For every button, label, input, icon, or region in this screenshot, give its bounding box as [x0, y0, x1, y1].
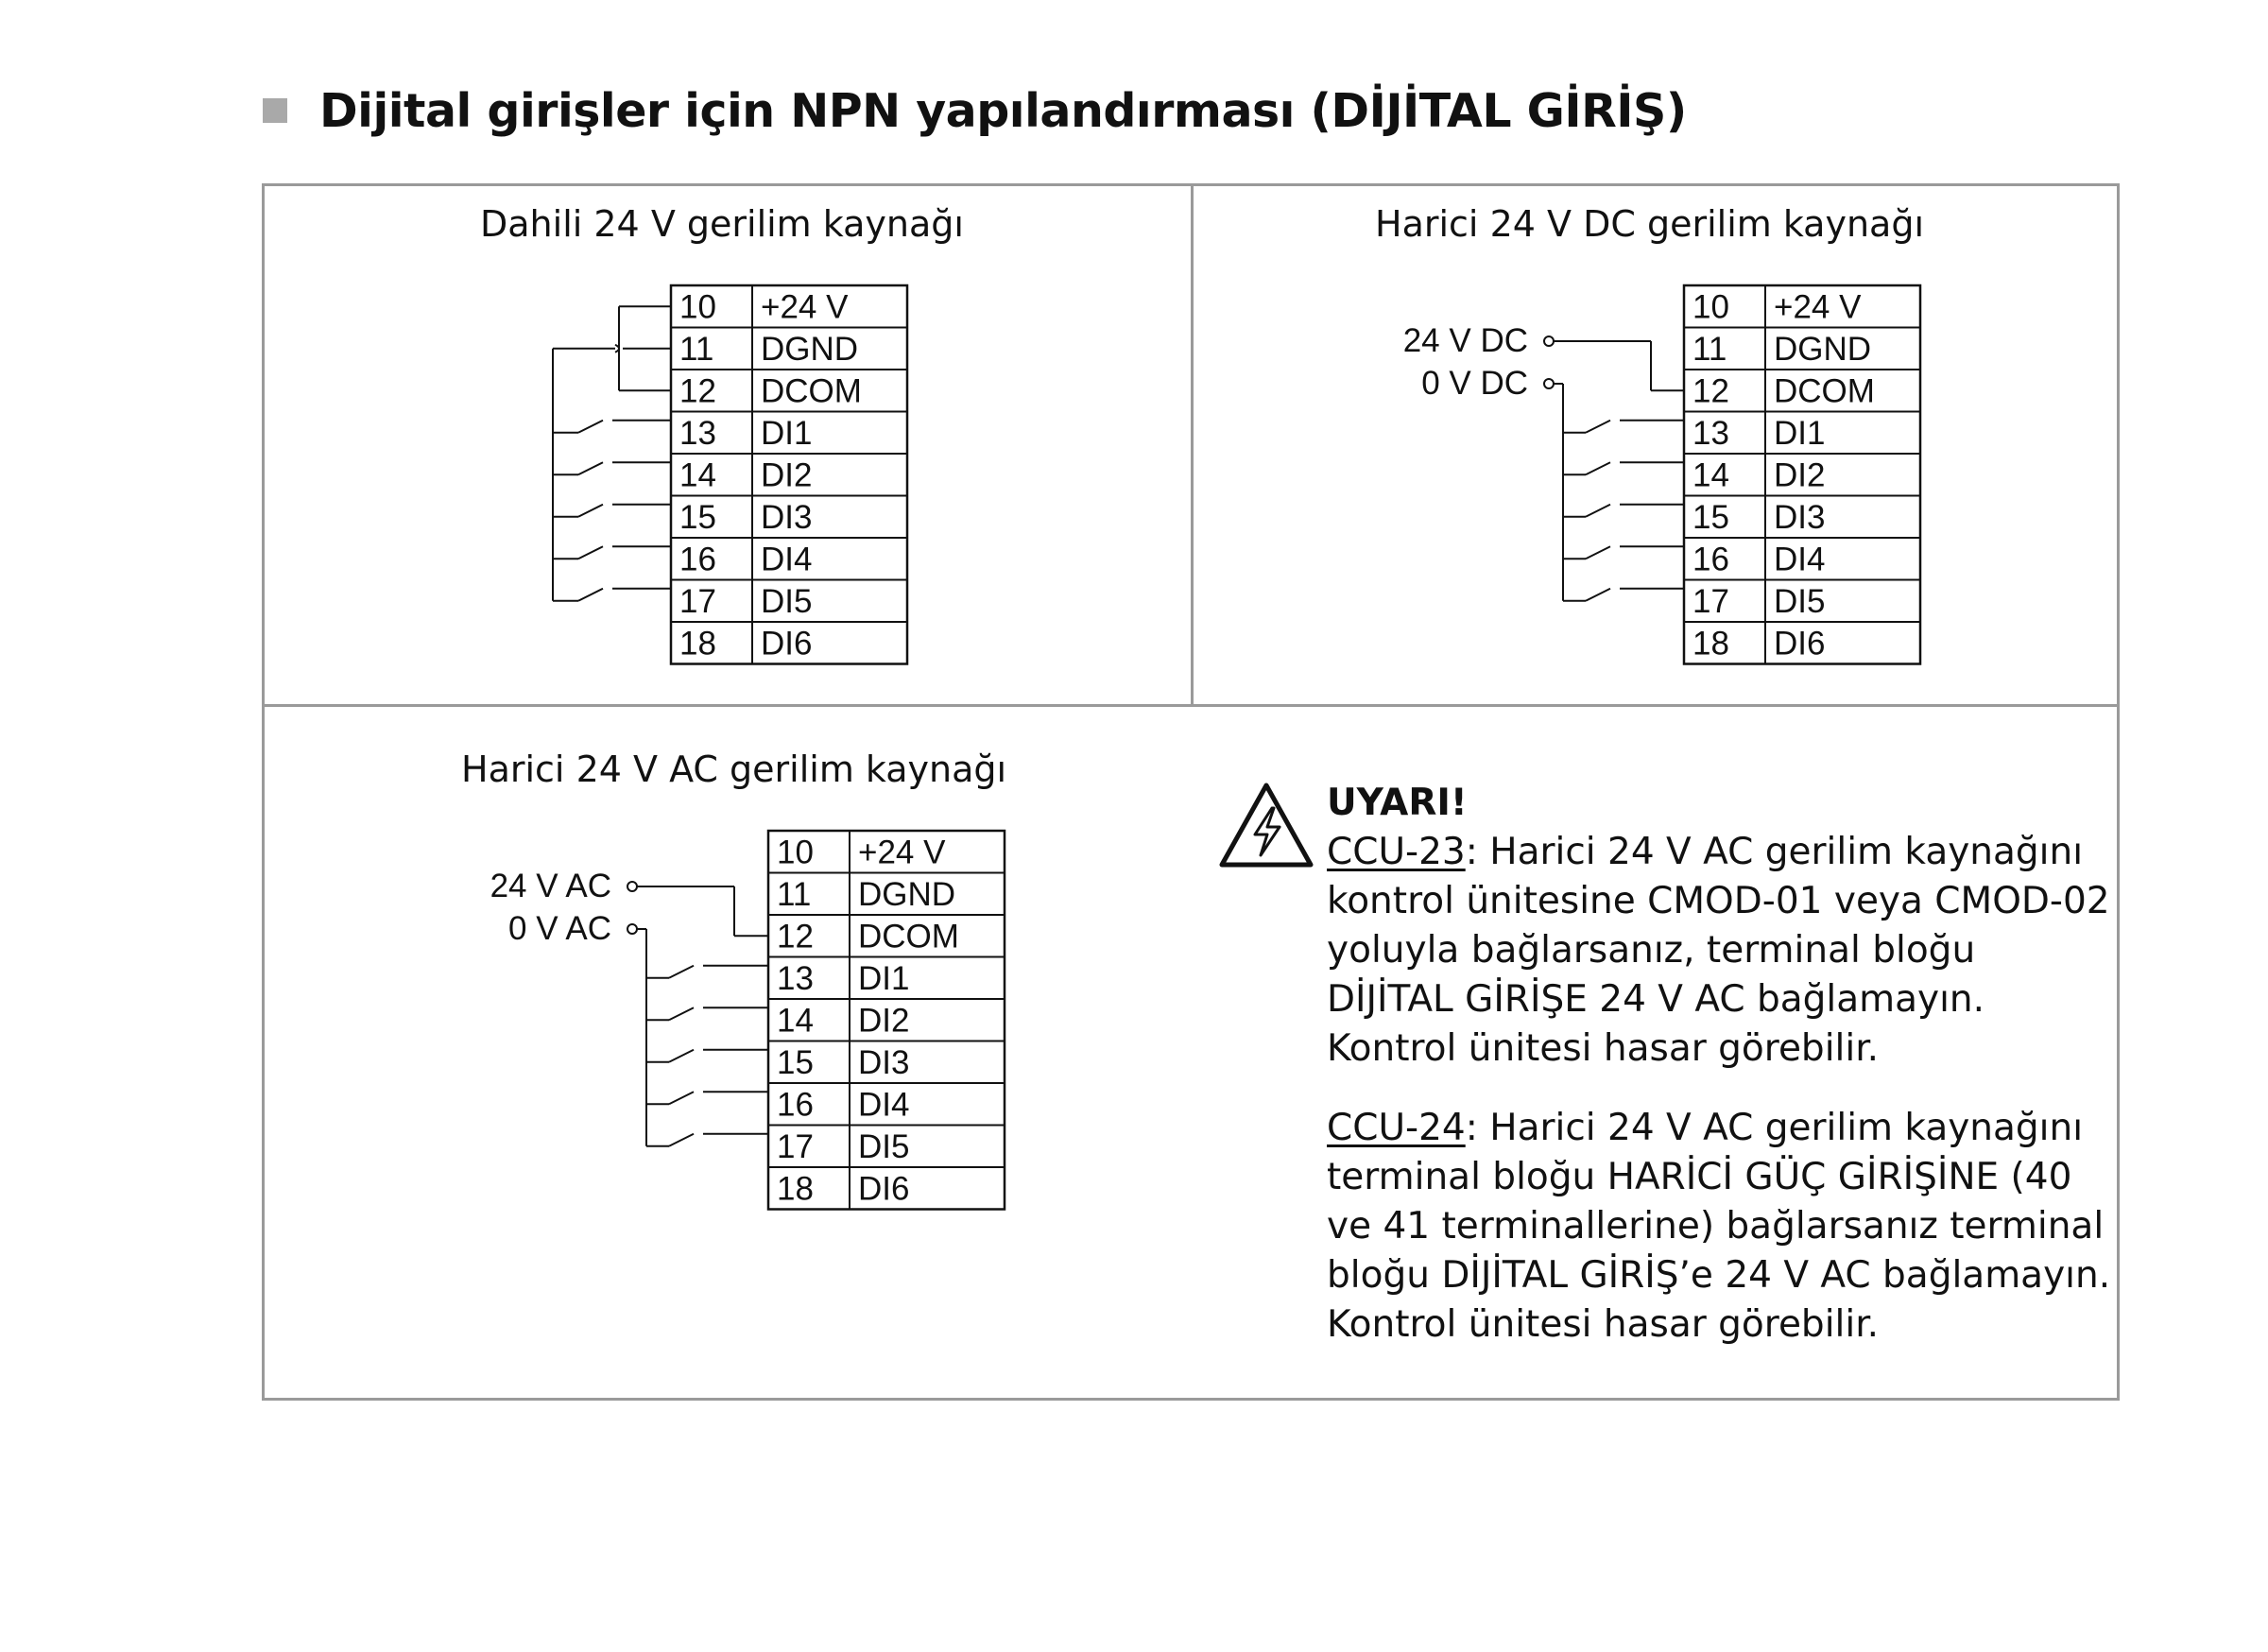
warning-triangle-icon [1217, 780, 1315, 870]
warning-text-ccu23: : Harici 24 V AC gerilim kaynağını kontrol ünitesine CMOD-01 veya CMOD-02 yoluyla bağlarsanız, terminal bloğu DİJİTAL GİRİŞE 24 V AC bağlamayın. Kontrol ünitesi hasar görebilir. [1327, 831, 2110, 1070]
panel-divider-vertical [1191, 184, 1194, 707]
terminal-number: 14 [679, 456, 716, 494]
wiring-diagram-internal [539, 279, 917, 676]
warning-code-ccu23: CCU-23 [1327, 831, 1466, 873]
switch-contact [669, 966, 694, 978]
terminal-label: DI5 [761, 582, 813, 620]
terminal-number: 18 [1692, 625, 1729, 663]
panel-title-external-dc: Harici 24 V DC gerilim kaynağı [1375, 203, 1925, 245]
terminal-number: 18 [777, 1170, 814, 1208]
terminal-number: 15 [679, 498, 716, 536]
wiring-diagram-external-dc [1389, 279, 1937, 676]
page-title: Dijital girişler için NPN yapılandırması (DİJİTAL GİRİŞ) [319, 83, 1687, 138]
switch-contact [578, 589, 603, 601]
switch-contact [1586, 546, 1610, 559]
switch-contact [1586, 421, 1610, 433]
warning-paragraph-ccu24 [1327, 1104, 2111, 1350]
terminal-label: DCOM [858, 918, 959, 955]
terminal-label: DGND [1774, 330, 1872, 368]
terminal-number: 17 [1692, 582, 1729, 620]
switch-contact [1586, 589, 1610, 601]
terminal-label: DI3 [858, 1043, 910, 1081]
terminal-label: DI2 [1774, 456, 1826, 494]
terminal-number: 13 [679, 414, 716, 452]
terminal-number: 12 [679, 372, 716, 410]
wiring-diagram-external-ac [472, 824, 1040, 1221]
terminal-label: +24 V [1774, 288, 1862, 326]
terminal-label: DGND [858, 875, 956, 913]
panel-title-internal: Dahili 24 V gerilim kaynağı [480, 203, 964, 245]
terminal-number: 15 [1692, 498, 1729, 536]
switch-contact [578, 421, 603, 433]
terminal-number: 17 [777, 1127, 814, 1165]
terminal-number: 11 [679, 330, 714, 368]
ac-negative-label: 0 V AC [508, 910, 611, 947]
terminal-number: 14 [1692, 456, 1729, 494]
terminal-number: 16 [777, 1086, 814, 1124]
terminal-number: 16 [1692, 541, 1729, 578]
terminal-label: DI5 [858, 1127, 910, 1165]
terminal-number: 13 [777, 959, 814, 997]
terminal-number: 10 [777, 834, 814, 871]
terminal-number: 18 [679, 625, 716, 663]
switch-contact [669, 1134, 694, 1146]
terminal-number: 16 [679, 541, 716, 578]
switch-contact [669, 1050, 694, 1062]
terminal-label: DI6 [761, 625, 813, 663]
terminal-number: 17 [679, 582, 716, 620]
warning-text-ccu24: : Harici 24 V AC gerilim kaynağını terminal bloğu HARİCİ GÜÇ GİRİŞİNE (40 ve 41 terminallerine) bağlarsanız terminal bloğu DİJİTAL GİRİŞ’e 24 V AC bağlamayın. Kontrol ünitesi hasar görebilir. [1327, 1107, 2111, 1346]
negative-terminal-node [627, 924, 637, 934]
terminal-label: DI3 [761, 498, 813, 536]
terminal-label: DI6 [1774, 625, 1826, 663]
switch-contact [1586, 505, 1610, 517]
section-heading [263, 77, 1687, 144]
warning-code-ccu24: CCU-24 [1327, 1107, 1466, 1149]
dc-positive-label: 24 V DC [1402, 322, 1528, 359]
terminal-label: DCOM [1774, 372, 1875, 410]
warning-title: UYARI! [1327, 782, 1468, 824]
bullet-square-icon [263, 98, 287, 123]
terminal-label: DI6 [858, 1170, 910, 1208]
terminal-number: 14 [777, 1002, 814, 1040]
positive-terminal-node [627, 882, 637, 891]
switch-contact [669, 1092, 694, 1104]
ac-positive-label: 24 V AC [490, 868, 611, 904]
terminal-number: 12 [777, 918, 814, 955]
switch-contact [578, 505, 603, 517]
terminal-number: 10 [679, 288, 716, 326]
terminal-label: DGND [761, 330, 859, 368]
panel-divider-horizontal [263, 704, 2119, 707]
dc-negative-label: 0 V DC [1421, 365, 1528, 402]
terminal-number: 11 [1692, 330, 1727, 368]
wire-crossover [615, 345, 619, 353]
terminal-number: 13 [1692, 414, 1729, 452]
terminal-label: DI1 [858, 959, 910, 997]
terminal-label: DI1 [1774, 414, 1826, 452]
switch-contact [578, 462, 603, 474]
terminal-label: DI1 [761, 414, 813, 452]
terminal-number: 12 [1692, 372, 1729, 410]
panel-title-external-ac: Harici 24 V AC gerilim kaynağı [461, 749, 1007, 790]
switch-contact [578, 546, 603, 559]
terminal-label: DI4 [1774, 541, 1826, 578]
terminal-number: 11 [777, 875, 812, 913]
terminal-number: 15 [777, 1043, 814, 1081]
warning-block [1327, 779, 2111, 1350]
switch-contact [1586, 462, 1610, 474]
warning-paragraph-ccu23 [1327, 828, 2111, 1074]
terminal-label: DI2 [761, 456, 813, 494]
terminal-label: DI4 [858, 1086, 910, 1124]
terminal-number: 10 [1692, 288, 1729, 326]
terminal-label: DI3 [1774, 498, 1826, 536]
terminal-label: +24 V [761, 288, 849, 326]
terminal-label: +24 V [858, 834, 946, 871]
terminal-label: DCOM [761, 372, 862, 410]
terminal-label: DI4 [761, 541, 813, 578]
switch-contact [669, 1007, 694, 1020]
positive-terminal-node [1544, 336, 1554, 346]
terminal-label: DI5 [1774, 582, 1826, 620]
negative-terminal-node [1544, 379, 1554, 388]
terminal-label: DI2 [858, 1002, 910, 1040]
